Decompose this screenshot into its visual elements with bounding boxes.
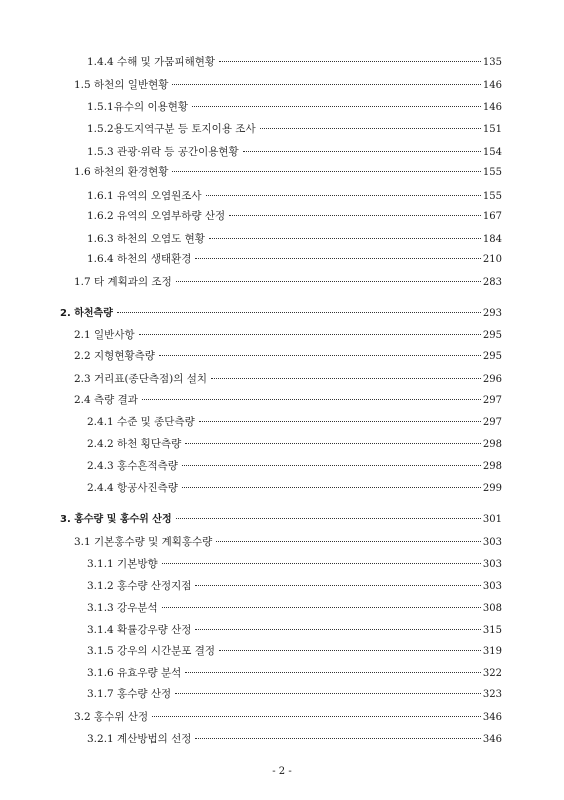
- toc-entry-title: 3.1.2 홍수량 산정지점: [87, 580, 192, 592]
- toc-entry[interactable]: [87, 54, 502, 70]
- dot-leader: [211, 378, 481, 379]
- toc-entry-page: 151: [482, 124, 502, 135]
- dot-leader: [219, 61, 481, 62]
- toc-entry-title: 3.2 홍수위 산정: [74, 711, 149, 723]
- dot-leader: [199, 421, 481, 422]
- toc-entry-title: 3.1.7 홍수량 산정: [87, 688, 172, 700]
- toc-entry[interactable]: [87, 231, 502, 247]
- dot-leader: [195, 258, 481, 259]
- toc-entry-title: 2.4.2 하천 횡단측량: [87, 438, 182, 450]
- dot-leader: [159, 355, 481, 356]
- toc-entry[interactable]: [87, 436, 502, 452]
- toc-entry-title: 1.6.2 유역의 오염부하량 산정: [87, 210, 226, 222]
- toc-entry-title: 3.1.5 강우의 시간분포 결정: [87, 645, 216, 657]
- dot-leader: [195, 585, 481, 586]
- toc-entry[interactable]: [74, 327, 502, 343]
- toc-entry-page: 303: [482, 581, 502, 592]
- dot-leader: [117, 312, 481, 313]
- toc-entry-page: 293: [482, 308, 502, 319]
- toc-entry[interactable]: [74, 371, 502, 387]
- toc-entry[interactable]: [87, 458, 502, 474]
- dot-leader: [152, 716, 481, 717]
- toc-entry-page: 303: [482, 537, 502, 548]
- toc-entry-title: 1.5 하천의 일반현황: [74, 79, 169, 91]
- dot-leader: [260, 128, 481, 129]
- dot-leader: [162, 607, 481, 608]
- toc-entry-title: 3.1 기본홍수량 및 계획홍수량: [74, 536, 213, 548]
- dot-leader: [209, 238, 481, 239]
- toc-entry-page: 297: [482, 395, 502, 406]
- toc-entry[interactable]: [87, 556, 502, 572]
- toc-entry-page: 146: [482, 80, 502, 91]
- dot-leader: [192, 106, 481, 107]
- toc-entry[interactable]: [74, 348, 502, 364]
- toc-entry-page: 346: [482, 734, 502, 745]
- toc-entry[interactable]: [87, 686, 502, 702]
- toc-entry-title: 3.1.3 강우분석: [87, 602, 158, 614]
- toc-entry[interactable]: [87, 643, 502, 659]
- toc-entry-title: 2.4 측량 결과: [74, 394, 138, 406]
- toc-entry-page: 315: [482, 625, 502, 636]
- toc-entry[interactable]: [74, 274, 502, 290]
- toc-entry-page: 299: [482, 483, 502, 494]
- toc-entry-page: 298: [482, 461, 502, 472]
- toc-entry-page: 184: [482, 234, 502, 245]
- dot-leader: [206, 195, 481, 196]
- toc-entry-page: 155: [482, 191, 502, 202]
- toc-entry[interactable]: [87, 480, 502, 496]
- toc-entry-title: 1.5.1유수의 이용현황: [87, 101, 189, 113]
- toc-entry-page: 167: [482, 211, 502, 222]
- toc-entry[interactable]: [87, 731, 502, 747]
- dot-leader: [162, 563, 481, 564]
- toc-entry-page: 322: [482, 668, 502, 679]
- dot-leader: [219, 650, 481, 651]
- dot-leader: [185, 443, 481, 444]
- dot-leader: [216, 541, 481, 542]
- toc-entry-page: 319: [482, 646, 502, 657]
- toc-entry[interactable]: [87, 414, 502, 430]
- toc-entry[interactable]: [74, 392, 502, 408]
- toc-entry-title: 2.4.3 홍수흔적측량: [87, 460, 178, 472]
- dot-leader: [195, 629, 481, 630]
- dot-leader: [243, 151, 481, 152]
- toc-entry[interactable]: [87, 99, 502, 115]
- toc-entry-page: 295: [482, 330, 502, 341]
- page-number: - 2 -: [272, 766, 292, 777]
- toc-entry-page: 295: [482, 351, 502, 362]
- toc-entry[interactable]: [74, 77, 502, 93]
- toc-entry[interactable]: [87, 188, 502, 204]
- toc-entry-title: 2.2 지형현황측량: [74, 350, 155, 362]
- toc-entry[interactable]: [60, 512, 502, 528]
- dot-leader: [185, 672, 481, 673]
- toc-entry-title: 3.1.1 기본방향: [87, 558, 158, 570]
- dot-leader: [175, 693, 481, 694]
- toc-entry[interactable]: [87, 578, 502, 594]
- toc-entry-title: 2.4.4 항공사진측량: [87, 482, 178, 494]
- dot-leader: [139, 334, 481, 335]
- toc-entry-title: 1.4.4 수해 및 가뭄피해현황: [87, 56, 216, 68]
- dot-leader: [195, 738, 481, 739]
- toc-entry-page: 296: [482, 374, 502, 385]
- toc-entry-title: 3. 홍수량 및 홍수위 산정: [60, 514, 172, 525]
- toc-entry[interactable]: [87, 208, 502, 224]
- toc-entry-page: 155: [482, 167, 502, 178]
- toc-entry[interactable]: [87, 251, 502, 267]
- toc-entry-page: 323: [482, 689, 502, 700]
- toc-entry-page: 154: [482, 147, 502, 158]
- dot-leader: [176, 281, 481, 282]
- toc-entry-page: 146: [482, 102, 502, 113]
- toc-entry-title: 1.7 타 계획과의 조정: [74, 276, 172, 288]
- toc-entry[interactable]: [74, 534, 502, 550]
- dot-leader: [182, 487, 481, 488]
- toc-entry-title: 2.4.1 수준 및 종단측량: [87, 416, 195, 428]
- dot-leader: [172, 171, 481, 172]
- toc-entry-title: 1.6 하천의 환경현황: [74, 166, 169, 178]
- toc-entry[interactable]: [87, 622, 502, 638]
- toc-entry[interactable]: [87, 600, 502, 616]
- toc-entry-page: 303: [482, 559, 502, 570]
- toc-entry-title: 3.2.1 계산방법의 선정: [87, 733, 192, 745]
- dot-leader: [176, 518, 481, 519]
- toc-entry-page: 346: [482, 712, 502, 723]
- dot-leader: [142, 399, 481, 400]
- toc-entry-title: 2.3 거리표(종단측점)의 설치: [74, 373, 207, 385]
- toc-entry-title: 3.1.4 확률강우량 산정: [87, 624, 192, 636]
- toc-entry-title: 1.5.3 관광·위락 등 공간이용현황: [87, 146, 239, 158]
- toc-entry[interactable]: [87, 144, 502, 160]
- toc-entry-page: 297: [482, 417, 502, 428]
- toc-entry-title: 2. 하천측량: [60, 308, 113, 319]
- toc-entry-title: 3.1.6 유효우량 분석: [87, 667, 182, 679]
- dot-leader: [172, 84, 481, 85]
- toc-entry-title: 2.1 일반사항: [74, 329, 135, 341]
- toc-entry-page: 298: [482, 439, 502, 450]
- toc-entry-title: 1.6.1 유역의 오염원조사: [87, 190, 202, 202]
- toc-entry[interactable]: [87, 121, 502, 137]
- toc-entry-title: 1.6.3 하천의 오염도 현황: [87, 233, 205, 245]
- toc-entry-title: 1.6.4 하천의 생태환경: [87, 253, 192, 265]
- toc-entry[interactable]: [74, 164, 502, 180]
- toc-entry-page: 283: [482, 277, 502, 288]
- toc-entry-page: 301: [482, 514, 502, 525]
- toc-entry[interactable]: [60, 306, 502, 322]
- toc-entry-page: 135: [482, 57, 502, 68]
- toc-entry-title: 1.5.2용도지역구분 등 토지이용 조사: [87, 123, 256, 135]
- toc-entry-page: 210: [482, 254, 502, 265]
- toc-entry[interactable]: [74, 709, 502, 725]
- dot-leader: [182, 465, 481, 466]
- toc-entry-page: 308: [482, 603, 502, 614]
- dot-leader: [229, 215, 481, 216]
- toc-entry[interactable]: [87, 665, 502, 681]
